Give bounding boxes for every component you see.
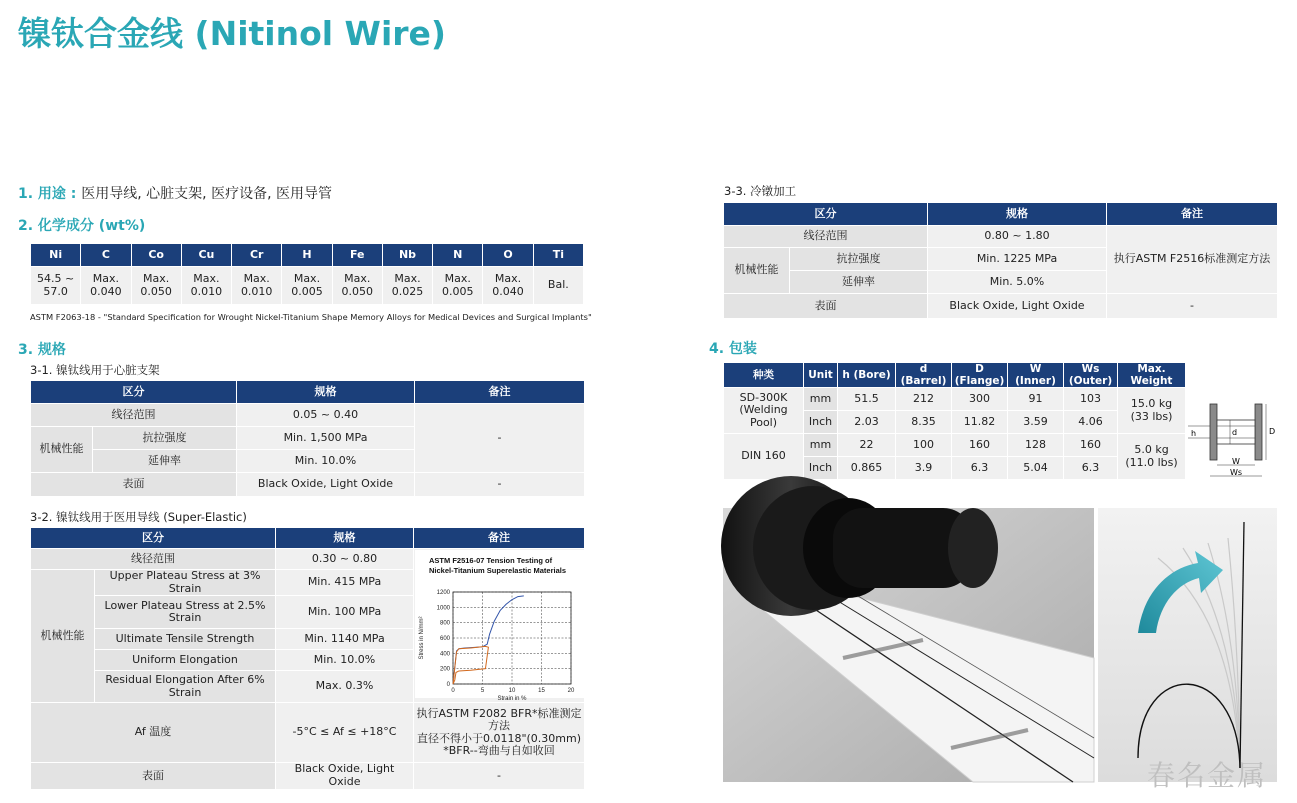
packaging-header: Unit <box>804 363 838 388</box>
y-tick-label: 1000 <box>436 605 450 612</box>
chart-title-line: Nickel-Titanium Superelastic Materials <box>428 565 566 575</box>
surface-value: Black Oxide, Light Oxide <box>276 763 414 789</box>
packaging-header: D (Flange) <box>952 363 1008 388</box>
residual-elong-label: Residual Elongation After 6% Strain <box>95 671 276 703</box>
h-label: h <box>1191 429 1197 438</box>
d-label: d <box>1232 428 1238 437</box>
value-cell: 4.06 <box>1064 411 1118 434</box>
note-cell: 执行ASTM F2516标准测定方法 <box>1107 226 1278 294</box>
element-value-line: Max. <box>293 271 321 285</box>
element-value <box>31 267 81 305</box>
elong-label: 延伸率 <box>93 450 237 473</box>
wire-range-value: 0.80 ~ 1.80 <box>928 226 1107 248</box>
x-tick-label: 15 <box>537 687 545 694</box>
element-value <box>181 267 231 305</box>
element-header: Nb <box>382 244 432 267</box>
surface-label: 表面 <box>31 763 276 789</box>
spool-flange-right <box>1255 404 1262 460</box>
x-tick-label: 5 <box>480 687 484 694</box>
y-tick-label: 200 <box>439 666 450 673</box>
element-value-line: 0.040 <box>90 284 122 298</box>
page-title: 镍钛合金线 (Nitinol Wire) <box>18 14 447 53</box>
col-header-category: 区分 <box>724 203 928 226</box>
value-cell: 8.35 <box>896 411 952 434</box>
watermark: 春名金属 <box>1147 759 1268 792</box>
unit-cell: Inch <box>804 457 838 480</box>
wire-range-label: 线径范围 <box>31 404 237 427</box>
value-cell: 6.3 <box>952 457 1008 480</box>
af-note-line: 直径不得小于0.0118"(0.30mm) <box>416 731 582 745</box>
element-value <box>81 267 131 305</box>
surface-note: - <box>414 763 585 789</box>
Ws-label: Ws <box>1230 468 1243 477</box>
element-value-line: Max. <box>193 271 220 285</box>
element-value <box>131 267 181 305</box>
section-composition-title: 2. 化学成分 (wt%) <box>18 218 146 234</box>
elong-label: 延伸率 <box>790 271 928 294</box>
element-value <box>282 267 332 305</box>
y-axis-label: Stress in N/mm² <box>418 616 425 660</box>
unit-cell: Inch <box>804 411 838 434</box>
element-value <box>382 267 432 305</box>
wire-range-value: 0.30 ~ 0.80 <box>276 549 414 570</box>
tensile-label: 抗拉强度 <box>790 248 928 271</box>
element-header: Fe <box>332 244 382 267</box>
section-packaging-title: 4. 包装 <box>709 341 757 357</box>
y-tick-label: 1200 <box>436 589 450 596</box>
packaging-header: Ws (Outer) <box>1064 363 1118 388</box>
y-tick-label: 0 <box>446 681 450 688</box>
spec-table-stent <box>30 380 585 497</box>
element-header: O <box>483 244 533 267</box>
upper-plateau-value: Min. 415 MPa <box>276 570 414 596</box>
section-usage <box>18 183 332 203</box>
col-header-note: 备注 <box>415 381 585 404</box>
col-header-spec: 规格 <box>276 528 414 549</box>
note-cell: - <box>415 404 585 473</box>
element-value <box>483 267 533 305</box>
spool-ruler-photo <box>723 508 1094 782</box>
element-value-line: 0.040 <box>492 284 524 298</box>
packaging-header: d (Barrel) <box>896 363 952 388</box>
surface-label: 表面 <box>724 294 928 319</box>
spool-name: DIN 160 <box>724 434 804 480</box>
mech-label: 机械性能 <box>31 427 93 473</box>
wire-range-label: 线径范围 <box>724 226 928 248</box>
packaging-header: W (Inner) <box>1008 363 1064 388</box>
x-tick-label: 20 <box>567 687 574 694</box>
packaging-header: Max. Weight <box>1118 363 1186 388</box>
superelastic-wire-photo <box>1098 508 1277 782</box>
tensile-value: Min. 1225 MPa <box>928 248 1107 271</box>
W-label: W <box>1232 457 1240 466</box>
value-cell: 0.865 <box>838 457 896 480</box>
spec-table-guidewire <box>30 527 585 790</box>
col-header-spec: 规格 <box>928 203 1107 226</box>
col-header-category: 区分 <box>31 528 276 549</box>
spec-table-cold-heading <box>723 202 1278 319</box>
y-tick-label: 400 <box>439 651 450 658</box>
element-header: H <box>282 244 332 267</box>
af-note-line: 执行ASTM F2082 BFR*标准测定方法 <box>416 706 582 733</box>
max-weight-cell <box>1118 388 1186 434</box>
residual-elong-value: Max. 0.3% <box>276 671 414 703</box>
element-value-line: 0.010 <box>190 284 223 298</box>
x-tick-label: 10 <box>508 687 515 694</box>
element-value-line: 0.010 <box>240 284 273 298</box>
weight-kg: 15.0 kg <box>1130 396 1173 410</box>
uts-value: Min. 1140 MPa <box>276 629 414 650</box>
value-cell: 91 <box>1008 388 1064 411</box>
unit-cell: mm <box>804 434 838 457</box>
value-cell: 160 <box>952 434 1008 457</box>
usage-label: 1. 用途 : <box>18 186 82 202</box>
element-header: N <box>433 244 483 267</box>
uts-label: Ultimate Tensile Strength <box>95 629 276 650</box>
element-value-line: Max. <box>243 271 270 285</box>
tension-chart-cell <box>414 549 585 703</box>
chart-title-line: ASTM F2516-07 Tension Testing of <box>428 555 552 565</box>
element-value-line: 0.005 <box>291 284 323 298</box>
tension-chart <box>415 550 584 702</box>
element-value-line: 0.005 <box>442 284 474 298</box>
element-value <box>533 267 583 305</box>
spool-flange-left <box>1210 404 1217 460</box>
value-cell: 2.03 <box>838 411 896 434</box>
element-header: C <box>81 244 131 267</box>
elong-value: Min. 10.0% <box>237 450 415 473</box>
col-header-note: 备注 <box>1107 203 1278 226</box>
element-header: Cr <box>232 244 282 267</box>
packaging-table <box>723 362 1186 480</box>
tensile-label: 抗拉强度 <box>93 427 237 450</box>
value-cell: 6.3 <box>1064 457 1118 480</box>
element-value-line: 54.5 ~ <box>37 271 75 285</box>
wire-range-label: 线径范围 <box>31 549 276 570</box>
element-value-line: Max. <box>92 271 120 285</box>
af-note-line: *BFR--弯曲与自如收回 <box>443 744 555 758</box>
element-value-line: 0.025 <box>391 284 424 298</box>
value-cell: 22 <box>838 434 896 457</box>
value-cell: 51.5 <box>838 388 896 411</box>
element-value <box>232 267 282 305</box>
af-note <box>414 703 585 763</box>
element-value-line: 57.0 <box>43 284 68 298</box>
element-value-line: Max. <box>494 271 522 285</box>
usage-value: 医用导线, 心脏支架, 医疗设备, 医用导管 <box>81 186 332 202</box>
unit-cell: mm <box>804 388 838 411</box>
y-tick-label: 800 <box>439 620 450 627</box>
D-label: D <box>1269 427 1276 436</box>
composition-table <box>30 243 584 305</box>
element-value <box>433 267 483 305</box>
af-label: Af 温度 <box>31 703 276 763</box>
element-value-line: Max. <box>394 271 421 285</box>
uniform-elong-label: Uniform Elongation <box>95 650 276 671</box>
value-cell: 103 <box>1064 388 1118 411</box>
element-header: Ti <box>533 244 583 267</box>
element-header: Cu <box>181 244 231 267</box>
element-value-line: 0.050 <box>140 284 172 298</box>
upper-plateau-label: Upper Plateau Stress at 3% Strain <box>95 570 276 596</box>
af-value: -5°C ≤ Af ≤ +18°C <box>276 703 414 763</box>
col-header-spec: 规格 <box>237 381 415 404</box>
element-value <box>332 267 382 305</box>
value-cell: 160 <box>1064 434 1118 457</box>
lower-plateau-value: Min. 100 MPa <box>276 596 414 629</box>
wire-range-value: 0.05 ~ 0.40 <box>237 404 415 427</box>
surface-note: - <box>1107 294 1278 319</box>
tensile-value: Min. 1,500 MPa <box>237 427 415 450</box>
spec-3-1-caption: 3-1. 镍钛线用于心脏支架 <box>30 363 160 377</box>
value-cell: 212 <box>896 388 952 411</box>
element-value-line: Max. <box>143 271 170 285</box>
weight-kg: 5.0 kg <box>1134 442 1169 456</box>
element-value-line: 0.050 <box>341 284 373 298</box>
surface-value: Black Oxide, Light Oxide <box>237 473 415 497</box>
element-header: Co <box>131 244 181 267</box>
element-value-line: Bal. <box>547 278 569 292</box>
y-tick-label: 600 <box>439 635 450 642</box>
spool-dimension-diagram <box>1186 396 1286 482</box>
element-header: Ni <box>31 244 81 267</box>
element-value-line: Max. <box>344 271 371 285</box>
max-weight-cell <box>1118 434 1186 480</box>
surface-value: Black Oxide, Light Oxide <box>928 294 1107 319</box>
superelastic-wire-image <box>1098 508 1277 782</box>
value-cell: 5.04 <box>1008 457 1064 480</box>
surface-note: - <box>415 473 585 497</box>
packaging-header: 种类 <box>724 363 804 388</box>
x-axis-label: Strain in % <box>496 695 527 702</box>
value-cell: 300 <box>952 388 1008 411</box>
col-header-note: 备注 <box>414 528 585 549</box>
spec-3-2-caption: 3-2. 镍钛线用于医用导线 (Super-Elastic) <box>30 510 247 524</box>
uniform-elong-value: Min. 10.0% <box>276 650 414 671</box>
spool-ruler-image <box>723 508 1094 782</box>
section-spec-title: 3. 规格 <box>18 342 66 358</box>
weight-lbs: (11.0 lbs) <box>1125 455 1178 469</box>
col-header-category: 区分 <box>31 381 237 404</box>
value-cell: 100 <box>896 434 952 457</box>
surface-label: 表面 <box>31 473 237 497</box>
mech-label: 机械性能 <box>724 248 790 294</box>
x-tick-label: 0 <box>450 687 455 694</box>
value-cell: 128 <box>1008 434 1064 457</box>
lower-plateau-label: Lower Plateau Stress at 2.5% Strain <box>95 596 276 629</box>
spool-name: SD-300K (Welding Pool) <box>724 388 804 434</box>
mech-label: 机械性能 <box>31 570 95 703</box>
value-cell: 3.9 <box>896 457 952 480</box>
element-value-line: Max. <box>444 271 471 285</box>
value-cell: 3.59 <box>1008 411 1064 434</box>
packaging-header: h (Bore) <box>838 363 896 388</box>
weight-lbs: (33 lbs) <box>1130 409 1173 423</box>
spec-3-3-caption: 3-3. 冷镦加工 <box>724 184 797 198</box>
astm-note: ASTM F2063-18 - "Standard Specification for Wrought Nickel-Titanium Shape Memory Alloys for Medical Devices and Surgical Implants" <box>30 312 592 322</box>
elong-value: Min. 5.0% <box>928 271 1107 294</box>
value-cell: 11.82 <box>952 411 1008 434</box>
